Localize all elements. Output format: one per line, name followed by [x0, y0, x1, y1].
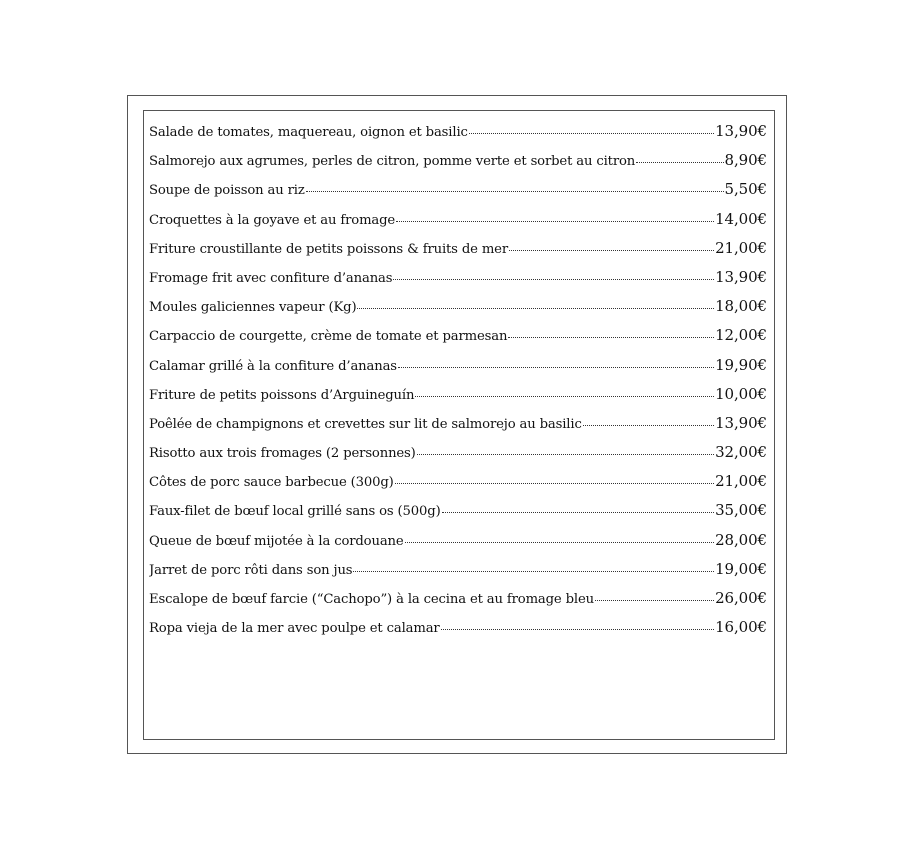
menu-item-price: 16,00€ — [715, 618, 767, 637]
menu-item-price: 10,00€ — [715, 384, 767, 403]
dotted-leader — [417, 453, 714, 455]
menu-item-price: 21,00€ — [715, 472, 767, 491]
menu-item-price: 5,50€ — [724, 180, 767, 199]
menu-item-price: 19,00€ — [715, 559, 767, 578]
menu-item-price: 18,00€ — [715, 297, 767, 316]
menu-item-price: 26,00€ — [715, 589, 767, 607]
dotted-leader — [441, 628, 715, 630]
menu-item — [149, 122, 767, 151]
menu-item-name: Soupe de poisson au riz — [149, 183, 305, 199]
menu-item-price: 12,00€ — [715, 326, 767, 345]
menu-item — [149, 501, 767, 530]
menu-item-name: Salmorejo aux agrumes, perles de citron, pomme verte et sorbet au citron — [149, 154, 636, 170]
menu-item — [149, 589, 767, 618]
menu-item — [149, 268, 767, 297]
menu-item-price: 13,90€ — [715, 122, 767, 140]
dotted-leader — [357, 307, 714, 309]
menu-item — [149, 180, 767, 209]
menu-item-name: Ropa vieja de la mer avec poulpe et calamar — [149, 621, 440, 637]
dotted-leader — [393, 278, 714, 280]
menu-item — [149, 560, 767, 589]
menu-item-name: Escalope de bœuf farcie (“Cachopo”) à la cecina et au fromage bleu — [149, 592, 594, 607]
menu-item — [149, 356, 767, 385]
menu-item-name: Risotto aux trois fromages (2 personnes) — [149, 446, 416, 462]
menu-item — [149, 414, 767, 443]
dotted-leader — [353, 570, 714, 572]
menu-item-name: Jarret de porc rôti dans son jus — [149, 562, 353, 578]
dotted-leader — [396, 220, 714, 222]
menu-item — [149, 297, 767, 326]
menu-item-name: Faux-filet de bœuf local grillé sans os (500g) — [149, 504, 441, 520]
dotted-leader — [636, 161, 723, 163]
dotted-leader — [508, 336, 714, 338]
dotted-leader — [415, 395, 714, 397]
dotted-leader — [469, 132, 714, 134]
menu-item-name: Salade de tomates, maquereau, oignon et basilic — [149, 125, 468, 140]
menu-item-name: Fromage frit avec confiture d’ananas — [149, 270, 393, 286]
menu-item-name: Friture de petits poissons d’Arguineguín — [149, 387, 415, 403]
menu-item-price: 35,00€ — [715, 501, 767, 520]
menu-item-name: Croquettes à la goyave et au fromage — [149, 212, 396, 228]
menu-item-name: Friture croustillante de petits poissons & fruits de mer — [149, 241, 508, 257]
dotted-leader — [509, 249, 714, 251]
menu-item — [149, 472, 767, 501]
menu-item — [149, 239, 767, 268]
dotted-leader — [395, 482, 714, 484]
menu-item-price: 28,00€ — [715, 530, 767, 549]
menu-item — [149, 151, 767, 180]
menu-item-price: 21,00€ — [715, 238, 767, 257]
menu-item-price: 8,90€ — [724, 151, 767, 170]
menu-item-name: Queue de bœuf mijotée à la cordouane — [149, 533, 404, 549]
menu-item — [149, 443, 767, 472]
menu-item-price: 13,90€ — [715, 413, 767, 432]
dotted-leader — [398, 366, 714, 368]
menu-item — [149, 385, 767, 414]
menu-item-price: 19,90€ — [715, 355, 767, 374]
dotted-leader — [583, 424, 714, 426]
menu-item-price: 32,00€ — [715, 443, 767, 462]
menu-list — [149, 122, 767, 647]
dotted-leader — [306, 190, 724, 192]
menu-item-name: Poêlée de champignons et crevettes sur lit de salmorejo au basilic — [149, 416, 582, 432]
menu-item-name: Moules galiciennes vapeur (Kg) — [149, 300, 357, 316]
dotted-leader — [595, 599, 714, 601]
menu-item-name: Côtes de porc sauce barbecue (300g) — [149, 475, 394, 491]
menu-item — [149, 210, 767, 239]
menu-item — [149, 326, 767, 355]
menu-item-price: 14,00€ — [715, 209, 767, 228]
menu-item-name: Carpaccio de courgette, crème de tomate et parmesan — [149, 329, 508, 345]
menu-item — [149, 531, 767, 560]
menu-item-price: 13,90€ — [715, 267, 767, 286]
dotted-leader — [405, 541, 715, 543]
dotted-leader — [442, 511, 715, 513]
menu-item-name: Calamar grillé à la confiture d’ananas — [149, 358, 397, 374]
menu-item — [149, 618, 767, 647]
